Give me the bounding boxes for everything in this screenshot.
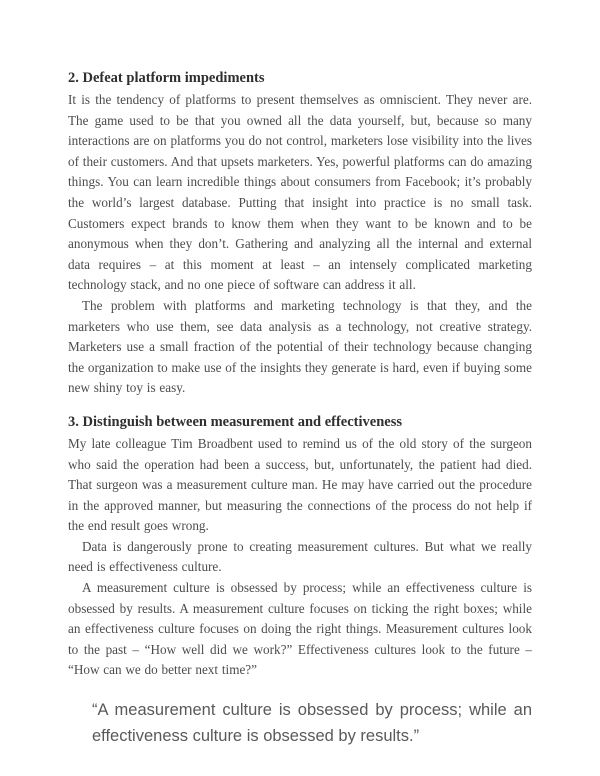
section-heading-defeat-platform-impediments: 2. Defeat platform impediments bbox=[68, 70, 265, 86]
paragraph-tim-broadbent-surgeon: My late colleague Tim Broadbent used to remind us of the old story of the surgeon who said the operation had been a success, but, unfortunately, the patient had died. That surgeon was a measurement culture man. He may have carried out the procedure in the approved manner, but measuring the connections of the process do not help if the end result goes wrong. bbox=[68, 435, 532, 534]
paragraph-platform-omniscient: It is the tendency of platforms to present themselves as omniscient. They never are. The game used to be that you owned all the data yourself, but, because so many interactions are on platforms you do not control, marketers lose visibility into the lives of their customers. And that upsets marketers. Yes, powerful platforms can do amazing things. You can learn incredible things about consumers from Facebook; it’s probably the world’s largest database. Putting that insight into practice is no small task. Customers expect brands to know them when they want to be known and to be anonymous when they don’t. Gathering and analyzing all the internal and external data requires – at this moment at least – an intensely complicated marketing technology stack, and no one piece of software can address it all. bbox=[68, 92, 532, 293]
paragraph-problem-with-platforms: The problem with platforms and marketing technology is that they, and the marketers who use them, see data analysis as a technology, not creative strategy. Marketers use a small fraction of the potential of their technology because changing the organization to make use of the insights they generate is hard, even if buying some new shiny toy is easy. bbox=[68, 297, 532, 396]
paragraph-measurement-vs-effectiveness-culture: A measurement culture is obsessed by process; while an effectiveness culture is obsessed by results. A measurement culture focuses on ticking the right boxes; while an effectiveness culture focuses on doing the right things. Measurement cultures look to the past – “How well did we work?” Effectiveness cultures look to the future – “How can we do better next time?” bbox=[68, 580, 532, 678]
section-heading-measurement-vs-effectiveness: 3. Distinguish between measurement and effectiveness bbox=[68, 413, 403, 430]
paragraph-data-measurement-cultures: Data is dangerously prone to creating measurement cultures. But what we really need is effectiveness culture. bbox=[68, 538, 532, 575]
pull-quote: “A measurement culture is obsessed by process; while an effectiveness culture is obsessed by results.” bbox=[92, 701, 532, 746]
